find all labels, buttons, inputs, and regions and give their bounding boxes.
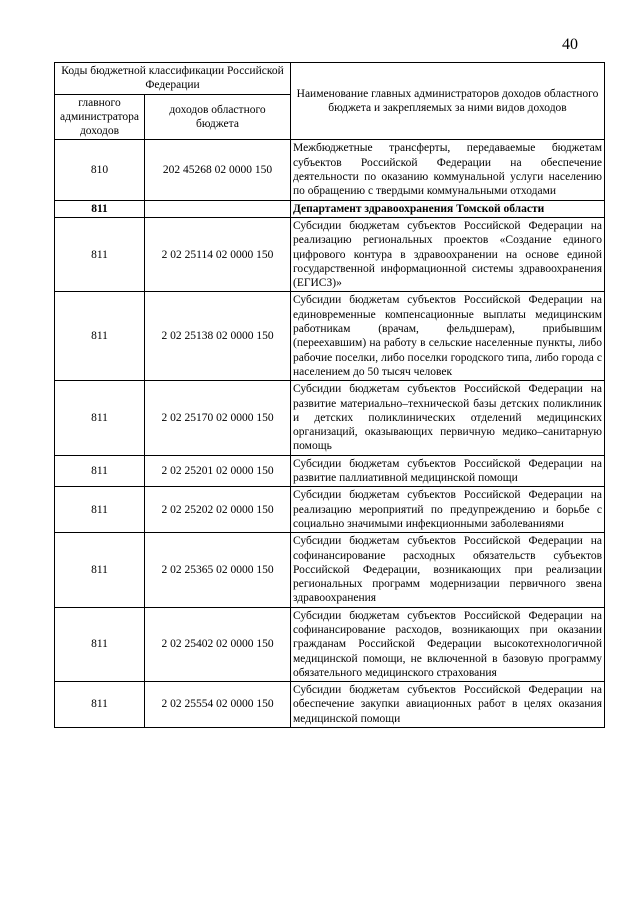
revenue-name-cell: Межбюджетные трансферты, передаваемые бюджетам субъектов Российской Федерации на обеспечение деятельности по оказанию коммунальной услуги населению по обращению с твердыми коммунальными отходами (291, 140, 605, 200)
revenue-code-cell: 2 02 25554 02 0000 150 (145, 682, 291, 728)
revenue-code-cell: 2 02 25138 02 0000 150 (145, 292, 291, 381)
revenue-name-cell: Субсидии бюджетам субъектов Российской Федерации на софинансирование расходов, возникающих при оказании гражданам Российской Федерации высокотехнологичной медицинской помощи, не включенной в базовую программу обязательного медицинского страхования (291, 607, 605, 681)
table-row (55, 292, 605, 381)
revenue-name-cell: Субсидии бюджетам субъектов Российской Федерации на развитие материально–технической базы детских поликлиник и детских поликлинических отделений медицинских организаций, оказывающих первичную медико–санитарную помощь (291, 381, 605, 455)
revenue-name-cell: Субсидии бюджетам субъектов Российской Федерации на софинансирование расходных обязательств субъектов Российской Федерации, возникающих при реализации региональных программ модернизации первичного звена здравоохранения (291, 533, 605, 607)
table-body (55, 140, 605, 728)
table-row (55, 533, 605, 607)
revenue-name-cell: Субсидии бюджетам субъектов Российской Федерации на реализацию мероприятий по предупреждению и борьбе с социально значимыми инфекционными заболеваниями (291, 487, 605, 533)
header-admin-names: Наименование главных администраторов доходов областного бюджета и закрепляемых за ними видов доходов (291, 63, 605, 140)
admin-code-cell: 811 (55, 200, 145, 217)
budget-classification-table (54, 62, 605, 728)
revenue-code-cell: 2 02 25402 02 0000 150 (145, 607, 291, 681)
admin-code-cell: 811 (55, 682, 145, 728)
header-main-admin: главного администратора доходов (55, 94, 145, 140)
revenue-code-cell (145, 200, 291, 217)
admin-code-cell: 811 (55, 607, 145, 681)
revenue-name-cell: Департамент здравоохранения Томской области (291, 200, 605, 217)
revenue-name-cell: Субсидии бюджетам субъектов Российской Федерации на развитие паллиативной медицинской помощи (291, 455, 605, 487)
table-row (55, 455, 605, 487)
table-header-row (55, 63, 605, 95)
table-row (55, 217, 605, 291)
revenue-code-cell: 2 02 25365 02 0000 150 (145, 533, 291, 607)
revenue-name-cell: Субсидии бюджетам субъектов Российской Федерации на обеспечение закупки авиационных работ в целях оказания медицинской помощи (291, 682, 605, 728)
admin-code-cell: 811 (55, 533, 145, 607)
header-revenue-code: доходов областного бюджета (145, 94, 291, 140)
revenue-code-cell: 2 02 25201 02 0000 150 (145, 455, 291, 487)
table-row (55, 200, 605, 217)
revenue-name-cell: Субсидии бюджетам субъектов Российской Федерации на реализацию региональных проектов «Создание единого цифрового контура в здравоохранении на основе единой государственной информационной системы здравоохранения (ЕГИСЗ)» (291, 217, 605, 291)
table-row (55, 487, 605, 533)
revenue-code-cell: 2 02 25114 02 0000 150 (145, 217, 291, 291)
revenue-code-cell: 2 02 25202 02 0000 150 (145, 487, 291, 533)
revenue-code-cell: 2 02 25170 02 0000 150 (145, 381, 291, 455)
admin-code-cell: 811 (55, 217, 145, 291)
header-budget-codes: Коды бюджетной классификации Российской Федерации (55, 63, 291, 95)
table-row (55, 607, 605, 681)
table-row (55, 381, 605, 455)
revenue-code-cell: 202 45268 02 0000 150 (145, 140, 291, 200)
admin-code-cell: 811 (55, 292, 145, 381)
revenue-name-cell: Субсидии бюджетам субъектов Российской Федерации на единовременные компенсационные выплаты медицинским работникам (врачам, фельдшерам), прибывшим (переехавшим) на работу в сельские населенные пункты, либо рабочие поселки, либо поселки городского типа, либо города с населением до 50 тысяч человек (291, 292, 605, 381)
page-number: 40 (562, 36, 578, 53)
admin-code-cell: 811 (55, 455, 145, 487)
table-row (55, 140, 605, 200)
admin-code-cell: 810 (55, 140, 145, 200)
table-row (55, 682, 605, 728)
admin-code-cell: 811 (55, 487, 145, 533)
admin-code-cell: 811 (55, 381, 145, 455)
